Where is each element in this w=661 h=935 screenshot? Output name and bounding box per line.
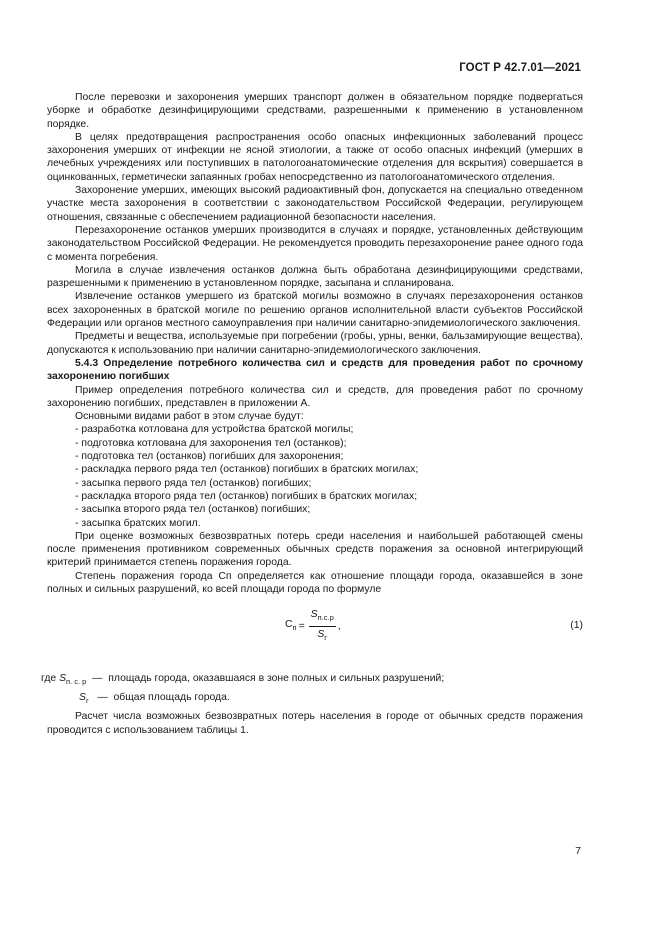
paragraph: Степень поражения города Cп определяется как отношение площади города, оказавшейся в зоне полных и сильных разрушений, ко всей площади города по формуле (47, 570, 583, 595)
formula-legend (41, 672, 583, 706)
list-item: - раскладка второго ряда тел (останков) погибших в братских могилах; (75, 490, 418, 502)
paragraph: Пример определения потребного количества сил и средств, для проведения работ по срочному захоронению погибших, представлен в приложении А. (47, 384, 583, 409)
formula-lhs: $C_п$ (285, 618, 297, 633)
equation-number: (1) (570, 620, 583, 632)
paragraph: В целях предотвращения распространения особо опасных инфекционных заболеваний процесс захоронения умерших от инфекции не ясной этиологии, а также от особо опасных инфекций (умерших в лечебных учреждениях или поступивших в патологоанатомические отделения для вскрытия) совершается в оцинкованных, герметически запаянных гробах непосредственно из патологоанатомического отделения. (47, 131, 583, 183)
paragraph: Могила в случае извлечения останков должна быть обработана дезинфицирующими средствами, разрешенными к применению в установленном порядке, засыпана и спланирована. (47, 264, 583, 290)
paragraph: Извлечение останков умершего из братской могилы возможно в случаях перезахоронения останков всех захороненных в братской могиле по решению органов исполнительной власти субъектов Российской Федерации или органов местного самоуправления при наличии санитарно-эпидемиологического заключения. (47, 291, 583, 330)
list-item: - подготовка котлована для захоронения тел (останков); (75, 437, 347, 449)
list-item: - засыпка первого ряда тел (останков) погибших; (75, 477, 312, 489)
paragraph: Перезахоронение останков умерших производится в случаях и порядке, установленных действующим законодательством Российской Федерации. Не рекомендуется проводить перезахоронение ранее одного года с момента погребения. (47, 224, 583, 263)
list-intro: Основными видами работ в этом случае будут: (75, 411, 304, 423)
page-number: 7 (575, 846, 581, 857)
legend-symbol: $S_г$ (79, 692, 89, 706)
list-item: - раскладка первого ряда тел (останков) погибших в братских могилах; (75, 464, 419, 476)
legend-symbol: $S_{п. с. р}$ (59, 673, 87, 687)
formula-expression (285, 608, 341, 644)
section-heading: 5.4.3 Определение потребного количества сил и средств для проведения работ по срочному захоронению погибших (47, 357, 583, 383)
paragraph: Предметы и вещества, используемые при погребении (гробы, урны, венки, бальзамирующие вещества), допускаются к использованию при наличии санитарно-эпидемиологического заключения. (47, 331, 583, 356)
list-item: - разработка котлована для устройства братской могилы; (75, 424, 354, 436)
list-item: - засыпка братских могил. (75, 517, 201, 529)
legend-row: $S_г$ — общая площадь города. (47, 691, 230, 707)
document-body (41, 91, 583, 737)
formula-equals: = (298, 620, 305, 632)
list-item: - подготовка тел (останков) погибших для захоронения; (75, 451, 344, 463)
formula-denominator: $S_г$ (317, 628, 328, 642)
formula-numerator: $S_{п.с.р}$ (309, 608, 336, 626)
list-item: - засыпка второго ряда тел (останков) погибших; (75, 504, 311, 516)
legend-row: где $S_{п. с. р}$ — площадь города, оказавшаяся в зоне полных и сильных разрушений; (41, 672, 444, 688)
paragraph: Захоронение умерших, имеющих высокий радиоактивный фон, допускается на специально отведенном участке места захоронения в соответствии с законодательством Российской Федерации, регулирующем отношения, связанные с обеспечением радиационной безопасности населения. (47, 185, 583, 223)
document-code: ГОСТ Р 42.7.01—2021 (459, 62, 581, 74)
formula-block (47, 602, 583, 656)
paragraph: После перевозки и захоронения умерших транспорт должен в обязательном порядке подвергаться уборке и обработке дезинфицирующими средствами, разрешенными к применению в установленном порядке. (47, 92, 583, 130)
formula-fraction (309, 608, 336, 644)
legend-description: площадь города, оказавшаяся в зоне полных и сильных разрушений; (108, 673, 445, 685)
paragraph: Расчет числа возможных безвозвратных потерь населения в городе от обычных средств поражения проводится с использованием таблицы 1. (47, 711, 583, 736)
paragraph: При оценке возможных безвозвратных потерь среди населения и наибольшей работающей смены после применения противником современных обычных средств поражения за основной интегрирующий критерий принимается степень поражения города. (47, 530, 583, 569)
formula-trail: , (337, 620, 341, 632)
legend-description: общая площадь города. (113, 692, 230, 704)
